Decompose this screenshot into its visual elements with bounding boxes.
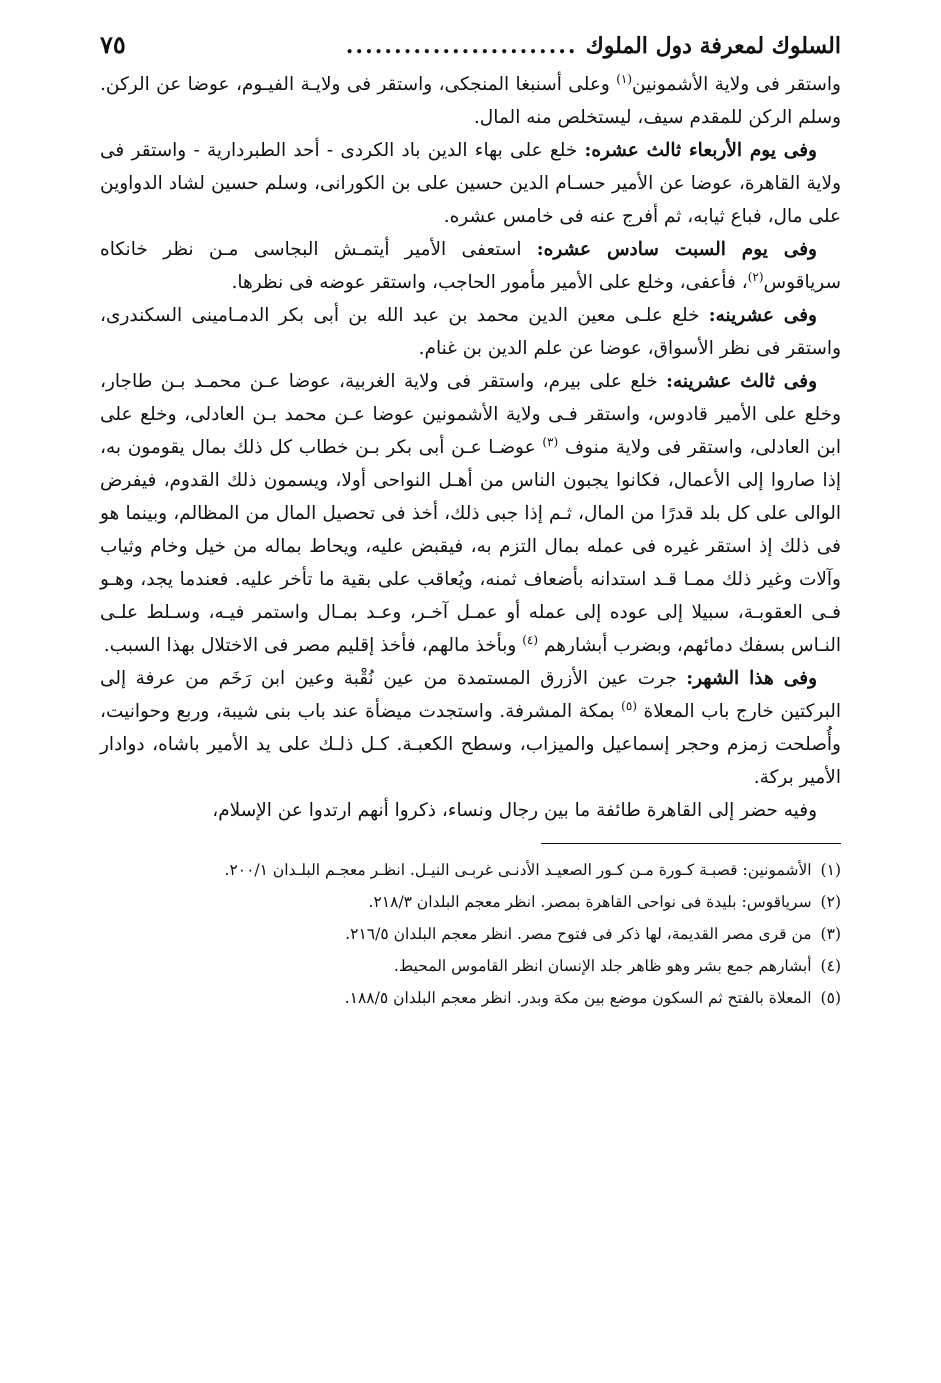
paragraph (100, 365, 841, 662)
footnote-text: أبشارهم جمع بشر وهو ظاهر جلد الإنسان انظر القاموس المحيط. (393, 957, 812, 975)
main-text (100, 68, 841, 827)
footnote-number: (١) (820, 861, 841, 879)
footnote-number: (٣) (820, 925, 841, 943)
footnote-number: (٤) (820, 957, 841, 975)
footnote-number: (٥) (820, 989, 841, 1007)
footnote (100, 918, 841, 950)
paragraph-text: وبأخذ مالهم، فأخذ إقليم مصر فى الاختلال بهذا السبب. (103, 635, 523, 656)
paragraph-text: استعفى الأمير أيتمـش البجاسى مـن نظر خانكاه سرياقوس (100, 239, 841, 293)
paragraph-text: واستقر فى ولاية الأشمونين (632, 74, 841, 95)
footnote-ref: (٥) (621, 698, 637, 713)
running-title: السلوك لمعرفة دول الملوك (585, 33, 841, 59)
paragraph-text: وفيه حضر إلى القاهرة طائفة ما بين رجال ونساء، ذكروا أنهم ارتدوا عن الإسلام، (212, 800, 817, 821)
footnote-text: الأشمونين: قصبـة كـورة مـن كـور الصعيـد الأدنـى غربـى النيـل. انظـر معجـم البلـدان ٢٠٠/١. (224, 861, 812, 879)
paragraph-lead: وفى ثالث عشرينه: (666, 371, 817, 392)
paragraph-text: خلع علـى معين الدين محمد بن عبد الله بن أبى بكر الدمـامينى السكندرى، واستقر فى نظر الأسواق، عوضا عن علم الدين بن غنام. (100, 305, 841, 359)
paragraph (100, 662, 841, 794)
footnote (100, 950, 841, 982)
footnote (100, 982, 841, 1014)
paragraph-text: جرت عين الأزرق المستمدة من عين نُقْبة وعين ابن رَخَم من عرفة إلى البركتين خارج باب المعلاة (100, 668, 841, 722)
footnote (100, 886, 841, 918)
footnote-number: (٢) (820, 893, 841, 911)
footnote-separator (100, 843, 841, 844)
footnote-ref: (١) (616, 71, 633, 86)
footnote-text: سرياقوس: بليدة فى نواحى القاهرة بمصر. انظر معجم البلدان ٢١٨/٣. (368, 893, 812, 911)
separator-rule (541, 843, 841, 844)
page-number: ٧٥ (100, 30, 126, 59)
paragraph (100, 134, 841, 233)
paragraph (100, 233, 841, 299)
paragraph-text: بمكة المشرفة. واستجدت ميضأة عند باب بنى شيبة، وربع وحوانيت، وأُصلحت زمزم وحجر إسماعيل والميزاب، وسطح الكعبـة. كـل ذلـك على يد الأمير باشاه، دوادار الأمير بركة. (100, 701, 841, 788)
paragraph (100, 794, 841, 827)
paragraph-lead: وفى يوم السبت سادس عشره: (536, 239, 817, 260)
footnote-text: المعلاة بالفتح ثم السكون موضع بين مكة وبدر. انظر معجم البلدان ١٨٨/٥. (344, 989, 812, 1007)
paragraph (100, 299, 841, 365)
paragraph-lead: وفى هذا الشهر: (686, 668, 818, 689)
footnote (100, 854, 841, 886)
footnote-text: من قرى مصر القديمة، لها ذكر فى فتوح مصر. انظر معجم البلدان ٢١٦/٥. (345, 925, 812, 943)
paragraph-lead: وفى يوم الأربعاء ثالث عشره: (584, 140, 817, 161)
footnotes (100, 854, 841, 1014)
page-header (100, 30, 841, 68)
paragraph-text: خلع على بهاء الدين باد الكردى - أحد الطبردارية - واستقر فى ولاية القاهرة، عوضا عن الأمير حسـام الدين حسين على بن الكورانى، وسلم حسين لشاد الدواوين على مال، فباع ثيابه، ثم أفرج عنه فى خامس عشره. (100, 140, 841, 227)
paragraph-text: عوضـا عـن أبى بكر بـن خطاب كل ذلك بمال يقومون به، إذا صاروا إلى الأعمال، فكانوا يجبون الناس من أهـل النواحى أولا، ويسمون ذلك القدوم، فيفرض الوالى على كل بلد قدرًا من المال، ثـم إذا جبى ذلك، أخذ فى تحصيل المال من المظالم، وبينما هو فى ذلك إذ استقر غيره فى عمله بمال التزم به، فيقبض عليه، ويحاط بماله من خيل وخام وثياب وآلات وغير ذلك ممـا قـد استدانه بأضعاف ثمنه، ويُعاقب على بقية ما تأخر عليه. فعندما يجد، وهـو فـى العقوبـة، سبيلا إلى عوده إلى عمله أو عمـل آخـر، وعـد بمـال واستمر فيـه، وسـلط علـى النـاس بسفك دمائهم، وبضرب أبشارهم (100, 437, 841, 656)
footnote-ref: (٤) (522, 632, 539, 647)
header-dot-leader: ........................ (345, 33, 578, 59)
paragraph-text: خلع على بيرم، واستقر فى ولاية الغربية، عوضا عـن محمـد بـن طاجار، وخلع على الأمير قادوس، واستقر فـى ولاية الأشمونين عوضا عـن محمد بـن العادلى، وخلع على ابن العادلى، واستقر فى ولاية منوف (100, 371, 841, 458)
paragraph (100, 68, 841, 134)
paragraph-text: ، فأعفى، وخلع على الأمير مأمور الحاجب، واستقر عوضه فى نظرها. (231, 272, 748, 293)
paragraph-lead: وفى عشرينه: (708, 305, 817, 326)
footnote-ref: (٣) (542, 434, 559, 449)
footnote-ref: (٢) (747, 269, 764, 284)
paragraph-text: وعلى أسنبغا المنجكى، واستقر فى ولايـة الفيـوم، عوضا عن الركن. وسلم الركن للمقدم سيف، ليستخلص منه المال. (100, 74, 841, 128)
